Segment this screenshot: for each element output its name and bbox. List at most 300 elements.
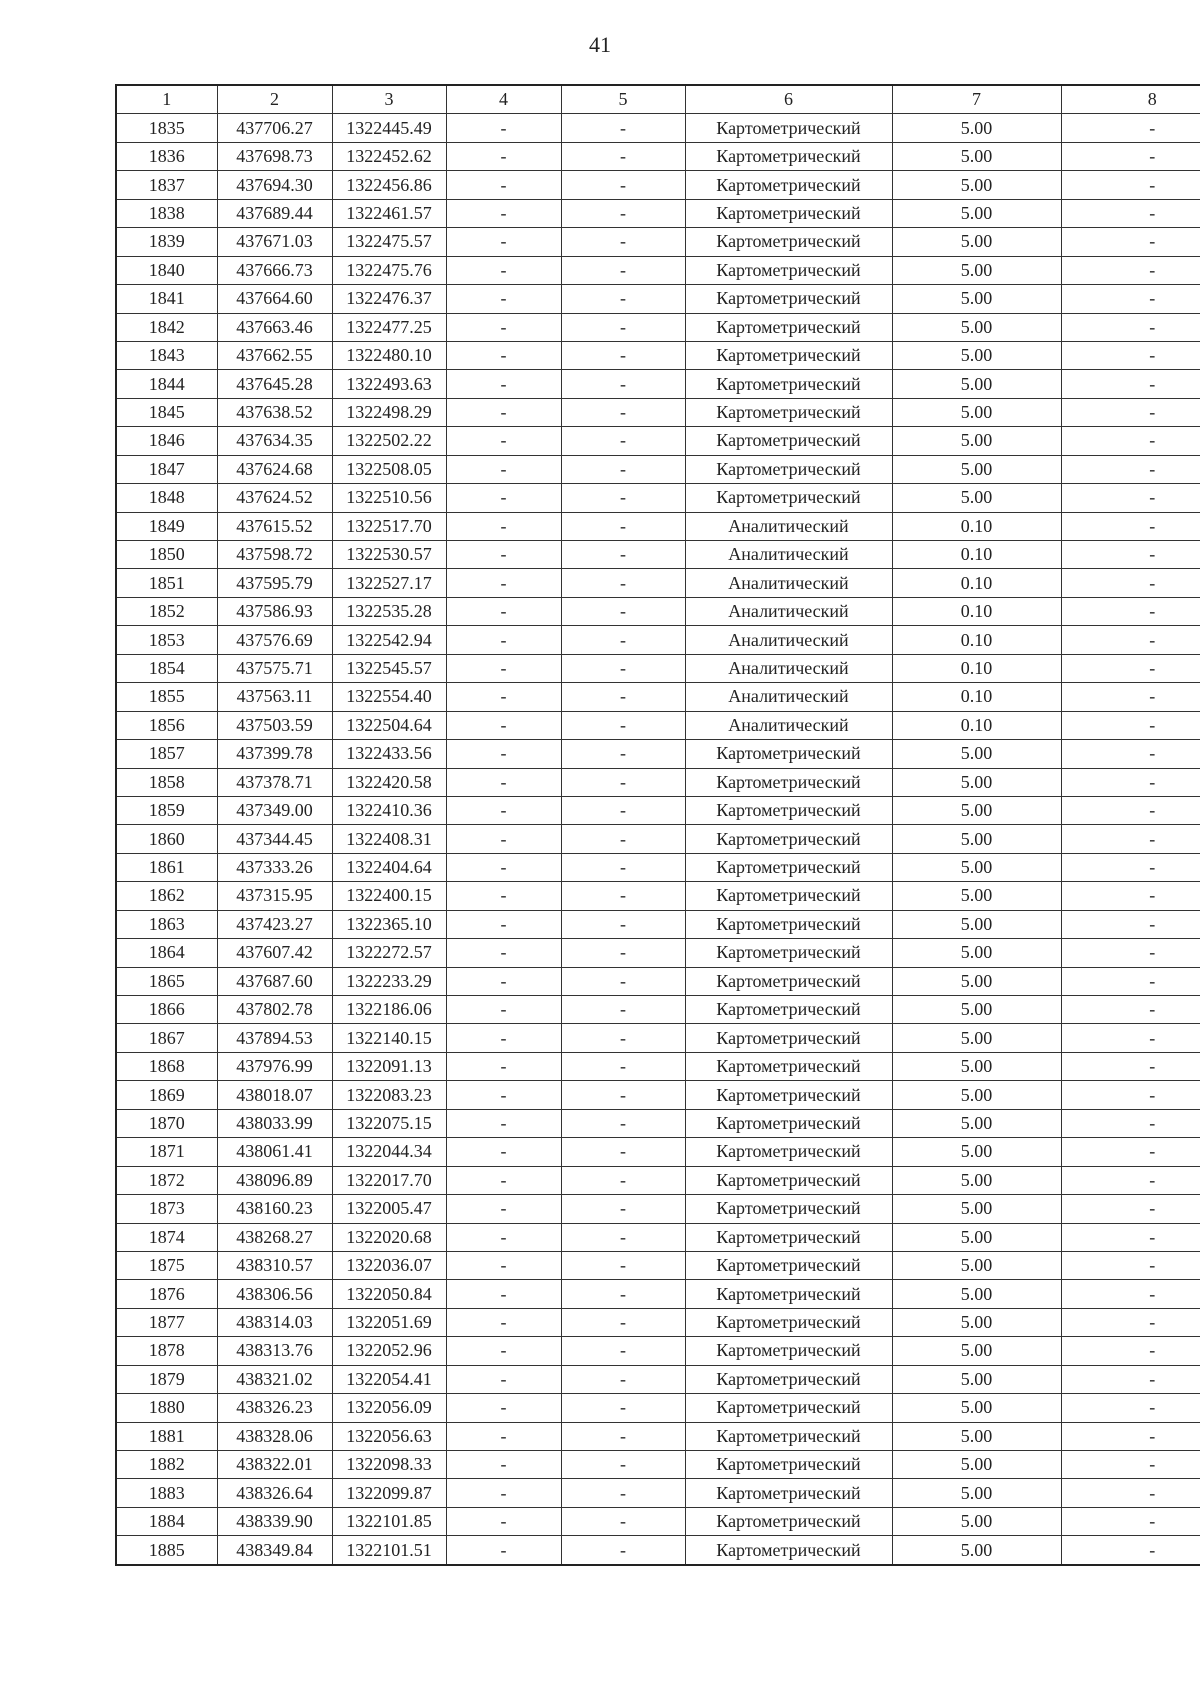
table-row — [116, 967, 1200, 995]
method-cell: Аналитический — [685, 597, 892, 625]
col4-cell: - — [446, 939, 561, 967]
x-coordinate-cell: 437976.99 — [217, 1052, 332, 1080]
col5-cell: - — [561, 285, 685, 313]
point-number-cell: 1859 — [116, 796, 217, 824]
col4-cell: - — [446, 484, 561, 512]
col8-cell: - — [1061, 1223, 1200, 1251]
method-cell: Картометрический — [685, 398, 892, 426]
point-number-cell: 1879 — [116, 1365, 217, 1393]
col8-cell: - — [1061, 256, 1200, 284]
x-coordinate-cell: 437663.46 — [217, 313, 332, 341]
point-number-cell: 1861 — [116, 853, 217, 881]
col4-cell: - — [446, 1536, 561, 1565]
method-cell: Аналитический — [685, 512, 892, 540]
col4-cell: - — [446, 455, 561, 483]
col8-cell: - — [1061, 1195, 1200, 1223]
x-coordinate-cell: 437344.45 — [217, 825, 332, 853]
col5-cell: - — [561, 512, 685, 540]
col8-cell: - — [1061, 370, 1200, 398]
y-coordinate-cell: 1322504.64 — [332, 711, 446, 739]
col8-cell: - — [1061, 541, 1200, 569]
method-cell: Картометрический — [685, 1109, 892, 1137]
col8-cell: - — [1061, 996, 1200, 1024]
y-coordinate-cell: 1322044.34 — [332, 1138, 446, 1166]
x-coordinate-cell: 438268.27 — [217, 1223, 332, 1251]
x-coordinate-cell: 438349.84 — [217, 1536, 332, 1565]
point-number-cell: 1871 — [116, 1138, 217, 1166]
point-number-cell: 1870 — [116, 1109, 217, 1137]
x-coordinate-cell: 438314.03 — [217, 1308, 332, 1336]
point-number-cell: 1852 — [116, 597, 217, 625]
method-cell: Аналитический — [685, 683, 892, 711]
accuracy-cell: 0.10 — [892, 569, 1061, 597]
point-number-cell: 1850 — [116, 541, 217, 569]
y-coordinate-cell: 1322535.28 — [332, 597, 446, 625]
y-coordinate-cell: 1322404.64 — [332, 853, 446, 881]
accuracy-cell: 5.00 — [892, 1052, 1061, 1080]
col8-cell: - — [1061, 199, 1200, 227]
coordinates-table — [115, 84, 1200, 1566]
column-header: 5 — [561, 85, 685, 114]
table-row — [116, 768, 1200, 796]
point-number-cell: 1836 — [116, 142, 217, 170]
accuracy-cell: 5.00 — [892, 228, 1061, 256]
table-row — [116, 341, 1200, 369]
col5-cell: - — [561, 853, 685, 881]
col4-cell: - — [446, 796, 561, 824]
col8-cell: - — [1061, 853, 1200, 881]
col8-cell: - — [1061, 1365, 1200, 1393]
col4-cell: - — [446, 597, 561, 625]
y-coordinate-cell: 1322456.86 — [332, 171, 446, 199]
table-row — [116, 1081, 1200, 1109]
col5-cell: - — [561, 711, 685, 739]
method-cell: Картометрический — [685, 967, 892, 995]
col5-cell: - — [561, 1024, 685, 1052]
accuracy-cell: 5.00 — [892, 1451, 1061, 1479]
method-cell: Картометрический — [685, 939, 892, 967]
point-number-cell: 1844 — [116, 370, 217, 398]
col8-cell: - — [1061, 740, 1200, 768]
method-cell: Аналитический — [685, 569, 892, 597]
table-row — [116, 1223, 1200, 1251]
col4-cell: - — [446, 825, 561, 853]
y-coordinate-cell: 1322020.68 — [332, 1223, 446, 1251]
accuracy-cell: 5.00 — [892, 996, 1061, 1024]
table-row — [116, 654, 1200, 682]
y-coordinate-cell: 1322050.84 — [332, 1280, 446, 1308]
table-row — [116, 1138, 1200, 1166]
method-cell: Картометрический — [685, 796, 892, 824]
col8-cell: - — [1061, 114, 1200, 142]
col5-cell: - — [561, 1451, 685, 1479]
accuracy-cell: 5.00 — [892, 427, 1061, 455]
col8-cell: - — [1061, 654, 1200, 682]
col4-cell: - — [446, 768, 561, 796]
col5-cell: - — [561, 455, 685, 483]
point-number-cell: 1839 — [116, 228, 217, 256]
col4-cell: - — [446, 171, 561, 199]
col4-cell: - — [446, 683, 561, 711]
col5-cell: - — [561, 1337, 685, 1365]
col8-cell: - — [1061, 341, 1200, 369]
method-cell: Картометрический — [685, 1138, 892, 1166]
method-cell: Картометрический — [685, 1024, 892, 1052]
method-cell: Картометрический — [685, 1422, 892, 1450]
method-cell: Картометрический — [685, 1308, 892, 1336]
point-number-cell: 1876 — [116, 1280, 217, 1308]
col8-cell: - — [1061, 939, 1200, 967]
method-cell: Картометрический — [685, 996, 892, 1024]
x-coordinate-cell: 437624.52 — [217, 484, 332, 512]
accuracy-cell: 5.00 — [892, 1337, 1061, 1365]
col8-cell: - — [1061, 768, 1200, 796]
method-cell: Картометрический — [685, 1195, 892, 1223]
table-row — [116, 285, 1200, 313]
col5-cell: - — [561, 683, 685, 711]
x-coordinate-cell: 438321.02 — [217, 1365, 332, 1393]
column-header: 2 — [217, 85, 332, 114]
y-coordinate-cell: 1322054.41 — [332, 1365, 446, 1393]
col5-cell: - — [561, 1166, 685, 1194]
col8-cell: - — [1061, 825, 1200, 853]
table-row — [116, 484, 1200, 512]
x-coordinate-cell: 437333.26 — [217, 853, 332, 881]
point-number-cell: 1867 — [116, 1024, 217, 1052]
col8-cell: - — [1061, 313, 1200, 341]
col5-cell: - — [561, 967, 685, 995]
point-number-cell: 1855 — [116, 683, 217, 711]
y-coordinate-cell: 1322498.29 — [332, 398, 446, 426]
col5-cell: - — [561, 114, 685, 142]
col4-cell: - — [446, 512, 561, 540]
col5-cell: - — [561, 768, 685, 796]
point-number-cell: 1864 — [116, 939, 217, 967]
col5-cell: - — [561, 256, 685, 284]
point-number-cell: 1838 — [116, 199, 217, 227]
point-number-cell: 1885 — [116, 1536, 217, 1565]
method-cell: Картометрический — [685, 853, 892, 881]
accuracy-cell: 5.00 — [892, 171, 1061, 199]
y-coordinate-cell: 1322083.23 — [332, 1081, 446, 1109]
method-cell: Аналитический — [685, 654, 892, 682]
col8-cell: - — [1061, 228, 1200, 256]
y-coordinate-cell: 1322101.51 — [332, 1536, 446, 1565]
table-row — [116, 569, 1200, 597]
method-cell: Картометрический — [685, 1536, 892, 1565]
x-coordinate-cell: 437503.59 — [217, 711, 332, 739]
accuracy-cell: 5.00 — [892, 199, 1061, 227]
point-number-cell: 1884 — [116, 1507, 217, 1535]
col4-cell: - — [446, 853, 561, 881]
x-coordinate-cell: 437575.71 — [217, 654, 332, 682]
point-number-cell: 1878 — [116, 1337, 217, 1365]
point-number-cell: 1883 — [116, 1479, 217, 1507]
table-row — [116, 1536, 1200, 1565]
table-row — [116, 1451, 1200, 1479]
point-number-cell: 1873 — [116, 1195, 217, 1223]
method-cell: Картометрический — [685, 1451, 892, 1479]
y-coordinate-cell: 1322400.15 — [332, 882, 446, 910]
table-body — [116, 114, 1200, 1565]
method-cell: Картометрический — [685, 199, 892, 227]
point-number-cell: 1880 — [116, 1394, 217, 1422]
method-cell: Картометрический — [685, 285, 892, 313]
y-coordinate-cell: 1322101.85 — [332, 1507, 446, 1535]
y-coordinate-cell: 1322477.25 — [332, 313, 446, 341]
method-cell: Картометрический — [685, 740, 892, 768]
x-coordinate-cell: 438313.76 — [217, 1337, 332, 1365]
accuracy-cell: 5.00 — [892, 1394, 1061, 1422]
x-coordinate-cell: 437315.95 — [217, 882, 332, 910]
col4-cell: - — [446, 541, 561, 569]
col8-cell: - — [1061, 569, 1200, 597]
table-row — [116, 313, 1200, 341]
table-row — [116, 882, 1200, 910]
table-row — [116, 1422, 1200, 1450]
table-row — [116, 910, 1200, 938]
point-number-cell: 1865 — [116, 967, 217, 995]
table-header-row — [116, 85, 1200, 114]
method-cell: Картометрический — [685, 427, 892, 455]
col4-cell: - — [446, 398, 561, 426]
accuracy-cell: 5.00 — [892, 796, 1061, 824]
col4-cell: - — [446, 996, 561, 1024]
col8-cell: - — [1061, 1536, 1200, 1565]
point-number-cell: 1854 — [116, 654, 217, 682]
x-coordinate-cell: 437638.52 — [217, 398, 332, 426]
col5-cell: - — [561, 996, 685, 1024]
col8-cell: - — [1061, 1422, 1200, 1450]
col4-cell: - — [446, 199, 561, 227]
table-row — [116, 1109, 1200, 1137]
col8-cell: - — [1061, 1479, 1200, 1507]
col8-cell: - — [1061, 484, 1200, 512]
col4-cell: - — [446, 740, 561, 768]
col4-cell: - — [446, 1422, 561, 1450]
table-row — [116, 256, 1200, 284]
col4-cell: - — [446, 1479, 561, 1507]
point-number-cell: 1868 — [116, 1052, 217, 1080]
method-cell: Картометрический — [685, 341, 892, 369]
col8-cell: - — [1061, 512, 1200, 540]
y-coordinate-cell: 1322433.56 — [332, 740, 446, 768]
col5-cell: - — [561, 654, 685, 682]
col8-cell: - — [1061, 683, 1200, 711]
point-number-cell: 1874 — [116, 1223, 217, 1251]
y-coordinate-cell: 1322545.57 — [332, 654, 446, 682]
accuracy-cell: 5.00 — [892, 1479, 1061, 1507]
col5-cell: - — [561, 910, 685, 938]
table-row — [116, 171, 1200, 199]
point-number-cell: 1866 — [116, 996, 217, 1024]
col5-cell: - — [561, 626, 685, 654]
x-coordinate-cell: 438310.57 — [217, 1251, 332, 1279]
col5-cell: - — [561, 796, 685, 824]
col5-cell: - — [561, 1052, 685, 1080]
table-row — [116, 1507, 1200, 1535]
col4-cell: - — [446, 142, 561, 170]
accuracy-cell: 5.00 — [892, 1024, 1061, 1052]
col4-cell: - — [446, 626, 561, 654]
accuracy-cell: 5.00 — [892, 1536, 1061, 1565]
y-coordinate-cell: 1322036.07 — [332, 1251, 446, 1279]
method-cell: Картометрический — [685, 910, 892, 938]
x-coordinate-cell: 437576.69 — [217, 626, 332, 654]
accuracy-cell: 5.00 — [892, 285, 1061, 313]
table-row — [116, 825, 1200, 853]
y-coordinate-cell: 1322052.96 — [332, 1337, 446, 1365]
method-cell: Картометрический — [685, 1251, 892, 1279]
accuracy-cell: 5.00 — [892, 256, 1061, 284]
col8-cell: - — [1061, 882, 1200, 910]
point-number-cell: 1857 — [116, 740, 217, 768]
accuracy-cell: 0.10 — [892, 597, 1061, 625]
accuracy-cell: 5.00 — [892, 1138, 1061, 1166]
y-coordinate-cell: 1322502.22 — [332, 427, 446, 455]
y-coordinate-cell: 1322056.63 — [332, 1422, 446, 1450]
column-header: 8 — [1061, 85, 1200, 114]
y-coordinate-cell: 1322075.15 — [332, 1109, 446, 1137]
table-row — [116, 512, 1200, 540]
col4-cell: - — [446, 569, 561, 597]
table-row — [116, 1308, 1200, 1336]
y-coordinate-cell: 1322461.57 — [332, 199, 446, 227]
col5-cell: - — [561, 939, 685, 967]
col5-cell: - — [561, 228, 685, 256]
accuracy-cell: 5.00 — [892, 1365, 1061, 1393]
x-coordinate-cell: 438033.99 — [217, 1109, 332, 1137]
accuracy-cell: 5.00 — [892, 882, 1061, 910]
y-coordinate-cell: 1322508.05 — [332, 455, 446, 483]
col4-cell: - — [446, 1280, 561, 1308]
col5-cell: - — [561, 1251, 685, 1279]
col4-cell: - — [446, 313, 561, 341]
y-coordinate-cell: 1322517.70 — [332, 512, 446, 540]
table-row — [116, 1479, 1200, 1507]
col8-cell: - — [1061, 796, 1200, 824]
method-cell: Картометрический — [685, 1479, 892, 1507]
col8-cell: - — [1061, 967, 1200, 995]
col8-cell: - — [1061, 427, 1200, 455]
col4-cell: - — [446, 1223, 561, 1251]
col5-cell: - — [561, 541, 685, 569]
accuracy-cell: 0.10 — [892, 541, 1061, 569]
col8-cell: - — [1061, 1052, 1200, 1080]
point-number-cell: 1882 — [116, 1451, 217, 1479]
col5-cell: - — [561, 370, 685, 398]
col4-cell: - — [446, 1195, 561, 1223]
col4-cell: - — [446, 910, 561, 938]
accuracy-cell: 5.00 — [892, 142, 1061, 170]
table-row — [116, 1195, 1200, 1223]
y-coordinate-cell: 1322005.47 — [332, 1195, 446, 1223]
y-coordinate-cell: 1322272.57 — [332, 939, 446, 967]
x-coordinate-cell: 437607.42 — [217, 939, 332, 967]
y-coordinate-cell: 1322530.57 — [332, 541, 446, 569]
method-cell: Картометрический — [685, 1337, 892, 1365]
point-number-cell: 1847 — [116, 455, 217, 483]
x-coordinate-cell: 437802.78 — [217, 996, 332, 1024]
method-cell: Аналитический — [685, 541, 892, 569]
x-coordinate-cell: 437624.68 — [217, 455, 332, 483]
x-coordinate-cell: 437662.55 — [217, 341, 332, 369]
point-number-cell: 1872 — [116, 1166, 217, 1194]
x-coordinate-cell: 438322.01 — [217, 1451, 332, 1479]
table-row — [116, 142, 1200, 170]
table-row — [116, 711, 1200, 739]
table-row — [116, 1394, 1200, 1422]
col5-cell: - — [561, 1223, 685, 1251]
accuracy-cell: 5.00 — [892, 740, 1061, 768]
point-number-cell: 1845 — [116, 398, 217, 426]
point-number-cell: 1851 — [116, 569, 217, 597]
table-row — [116, 1337, 1200, 1365]
col5-cell: - — [561, 313, 685, 341]
method-cell: Картометрический — [685, 882, 892, 910]
col4-cell: - — [446, 654, 561, 682]
method-cell: Картометрический — [685, 484, 892, 512]
col8-cell: - — [1061, 626, 1200, 654]
table-row — [116, 114, 1200, 142]
accuracy-cell: 0.10 — [892, 711, 1061, 739]
accuracy-cell: 5.00 — [892, 1081, 1061, 1109]
x-coordinate-cell: 437687.60 — [217, 967, 332, 995]
accuracy-cell: 5.00 — [892, 1280, 1061, 1308]
table-row — [116, 853, 1200, 881]
col5-cell: - — [561, 825, 685, 853]
col5-cell: - — [561, 1507, 685, 1535]
method-cell: Картометрический — [685, 228, 892, 256]
col8-cell: - — [1061, 597, 1200, 625]
col5-cell: - — [561, 1109, 685, 1137]
x-coordinate-cell: 437694.30 — [217, 171, 332, 199]
method-cell: Картометрический — [685, 1052, 892, 1080]
accuracy-cell: 5.00 — [892, 1166, 1061, 1194]
col8-cell: - — [1061, 142, 1200, 170]
accuracy-cell: 5.00 — [892, 1223, 1061, 1251]
x-coordinate-cell: 437423.27 — [217, 910, 332, 938]
method-cell: Картометрический — [685, 1394, 892, 1422]
col5-cell: - — [561, 1365, 685, 1393]
table-row — [116, 1024, 1200, 1052]
col5-cell: - — [561, 171, 685, 199]
point-number-cell: 1841 — [116, 285, 217, 313]
accuracy-cell: 5.00 — [892, 939, 1061, 967]
y-coordinate-cell: 1322542.94 — [332, 626, 446, 654]
point-number-cell: 1858 — [116, 768, 217, 796]
col8-cell: - — [1061, 1024, 1200, 1052]
x-coordinate-cell: 437689.44 — [217, 199, 332, 227]
x-coordinate-cell: 438018.07 — [217, 1081, 332, 1109]
column-header: 3 — [332, 85, 446, 114]
col8-cell: - — [1061, 1251, 1200, 1279]
col8-cell: - — [1061, 910, 1200, 938]
x-coordinate-cell: 438326.23 — [217, 1394, 332, 1422]
table-row — [116, 1052, 1200, 1080]
y-coordinate-cell: 1322445.49 — [332, 114, 446, 142]
method-cell: Картометрический — [685, 1507, 892, 1535]
accuracy-cell: 0.10 — [892, 512, 1061, 540]
method-cell: Картометрический — [685, 1280, 892, 1308]
table-row — [116, 939, 1200, 967]
point-number-cell: 1862 — [116, 882, 217, 910]
col4-cell: - — [446, 1052, 561, 1080]
accuracy-cell: 0.10 — [892, 683, 1061, 711]
method-cell: Картометрический — [685, 1081, 892, 1109]
point-number-cell: 1881 — [116, 1422, 217, 1450]
y-coordinate-cell: 1322186.06 — [332, 996, 446, 1024]
